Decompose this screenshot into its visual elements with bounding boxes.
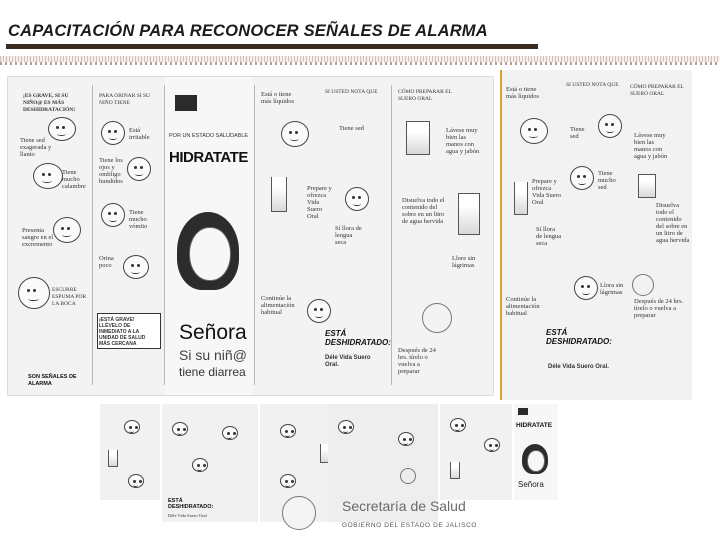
title-bar xyxy=(0,14,720,48)
logo-icon xyxy=(175,95,197,111)
brochure-right-panel-2 xyxy=(564,70,628,320)
panel-header: CÓMO PREPARAR EL SUERO ORAL xyxy=(630,84,684,97)
brochure-left xyxy=(7,76,494,396)
glass-icon xyxy=(271,177,287,212)
panel-note: Continúe la alimentación habitual xyxy=(261,295,295,316)
panel-item: Tiene mucho vómito xyxy=(129,209,148,230)
panel-note: Continúe la alimentación habitual xyxy=(506,296,540,317)
panel-header: ¡ES GRAVE, SI SU NIÑO@ ES MÁS DESHIDRATACIÓN! xyxy=(23,93,76,113)
panel-item: Disuelva todo el contenido del sobre en un litro de agua hervida xyxy=(402,197,445,225)
face-icon xyxy=(280,424,296,438)
panel-header: SI USTED NOTA QUE xyxy=(566,82,619,88)
panel-item: Llore sin lágrimas xyxy=(452,255,476,269)
brochure-left-panel-4 xyxy=(255,77,390,395)
sachet-icon xyxy=(638,174,656,198)
face-icon xyxy=(101,121,125,145)
face-icon xyxy=(520,118,548,144)
face-icon xyxy=(127,157,151,181)
panel-item: Tiene sed xyxy=(339,125,364,132)
panel-item: Presenta sangre en el excremento xyxy=(22,227,54,248)
panel-header: CÓMO PREPARAR EL SUERO ORAL xyxy=(398,89,452,102)
face-icon xyxy=(33,163,63,189)
face-icon xyxy=(345,187,369,211)
box-title: ESTÁ DESHIDRATADO: xyxy=(325,329,391,347)
logo-icon xyxy=(518,408,528,415)
panel-item: Está o tiene más líquidos xyxy=(261,91,295,105)
clock-icon xyxy=(422,303,452,333)
panel-item: Prepare y ofrezca Vida Suero Oral xyxy=(532,178,562,206)
panel-item: Está irritable xyxy=(129,127,150,141)
thumb-senora-word: Señora xyxy=(518,480,544,489)
government-name: GOBIERNO DEL ESTADO DE JALISCO xyxy=(342,522,478,529)
thumb-card-title: HIDRATATE xyxy=(516,422,553,429)
panel-item: ESCURRE ESPUMA POR LA BOCA xyxy=(52,287,87,307)
box-title: ESTÁ DESHIDRATADO: xyxy=(546,328,612,346)
face-icon xyxy=(172,422,188,436)
panel-item: Disuelva todo el contenido del sobre en un litro de agua hervida xyxy=(656,202,690,244)
panel-item: Tiene mucho sed xyxy=(598,170,616,191)
panel-item: Después de 24 hrs. tírelo o vuelva a preparar xyxy=(398,347,436,375)
panel-item: Lávese muy bien las manos con agua y jabón xyxy=(634,132,668,160)
mother-face xyxy=(527,450,545,472)
box-subtitle: Déle Vida Suero Oral. xyxy=(325,355,371,368)
face-icon xyxy=(281,121,309,147)
face-icon xyxy=(484,438,500,452)
agency-name: Secretaría de Salud xyxy=(342,498,466,514)
mother-face xyxy=(189,227,231,281)
panel-header: PARA ORINAR SI SU NIÑO TIENE xyxy=(99,93,150,106)
thumbnail-2 xyxy=(162,404,258,522)
face-icon xyxy=(307,299,331,323)
bottle-icon xyxy=(458,193,480,235)
state-seal-icon xyxy=(282,496,316,530)
brochure-left-panel-1 xyxy=(8,77,92,395)
face-icon xyxy=(450,418,466,432)
title-underline xyxy=(6,44,538,49)
panel-item: Tiene mucho calambre xyxy=(62,169,86,190)
decorative-strip-2 xyxy=(0,62,720,65)
panel-item: Tiene sed xyxy=(570,126,585,140)
clock-icon xyxy=(400,468,416,484)
panel-item: Tiene sed exagerada y llanto xyxy=(20,137,52,158)
box-subtitle: Déle Vida Suero Oral. xyxy=(548,364,609,370)
warning-text: ¡ESTÁ GRAVE! LLÉVELO DE INMEDIATO A LA UNIDAD DE SALUD MÁS CERCANA xyxy=(99,317,146,347)
thumb-box-title: ESTÁ DESHIDRATADO: xyxy=(168,498,214,510)
face-icon xyxy=(280,474,296,488)
brochure-right xyxy=(500,70,692,400)
slide-title: CAPACITACIÓN PARA RECONOCER SEÑALES DE ALARMA xyxy=(8,22,488,40)
brochure-right-panel-3 xyxy=(628,70,690,400)
panel-item: Sí llora de lengua seca xyxy=(335,225,362,246)
panel-item: Después de 24 hrs. tírelo o vuelva a preparar xyxy=(634,298,684,319)
cover-subtitle: Si su niñ@ xyxy=(179,347,247,363)
brochure-left-panel-3 xyxy=(165,77,253,395)
face-icon xyxy=(192,458,208,472)
face-icon xyxy=(124,420,140,434)
thumb-box-subtitle: Déle Vida Suero Oral xyxy=(168,513,207,518)
thumbnail-cover xyxy=(514,404,558,500)
face-icon xyxy=(222,426,238,440)
face-icon xyxy=(338,420,354,434)
face-icon xyxy=(128,474,144,488)
glass-icon xyxy=(514,182,528,215)
panel-footer: SON SEÑALES DE ALARMA xyxy=(28,374,77,387)
clock-icon xyxy=(632,274,654,296)
cover-subtitle-2: tiene diarrea xyxy=(179,365,246,379)
sachet-icon xyxy=(406,121,430,155)
face-icon xyxy=(18,277,50,309)
panel-item: Tiene los ojos y ombligo hundidos xyxy=(99,157,123,185)
face-icon xyxy=(574,276,598,300)
panel-item: Prepare y ofrezca Vida Suero Oral xyxy=(307,185,332,220)
face-icon xyxy=(570,166,594,190)
face-icon xyxy=(53,217,81,243)
panel-item: Está o tiene más líquidos xyxy=(506,86,540,100)
footer-logos xyxy=(280,496,510,536)
panel-item: Sí llora de lengua seca xyxy=(536,226,562,247)
hidratate-title: HIDRATATE xyxy=(169,149,248,166)
senora-word: Señora xyxy=(179,321,247,344)
brochure-left-panel-5 xyxy=(392,77,492,395)
panel-header: SI USTED NOTA QUE xyxy=(325,89,378,95)
brochure-left-panel-2 xyxy=(93,77,163,395)
glass-icon xyxy=(450,462,460,479)
face-icon xyxy=(101,203,125,227)
thumbnail-5 xyxy=(440,404,512,500)
thumbnail-1 xyxy=(100,404,160,500)
face-icon xyxy=(398,432,414,446)
panel-item: Orina poco xyxy=(99,255,114,269)
panel-item: Llora sin lágrimas xyxy=(600,282,624,296)
panel-item: Lávese muy bien las manos con agua y jabón xyxy=(446,127,480,155)
panel-header: POR UN ESTADO SALUDABLE xyxy=(169,133,249,139)
face-icon xyxy=(123,255,149,279)
glass-icon xyxy=(108,450,118,467)
face-icon xyxy=(598,114,622,138)
